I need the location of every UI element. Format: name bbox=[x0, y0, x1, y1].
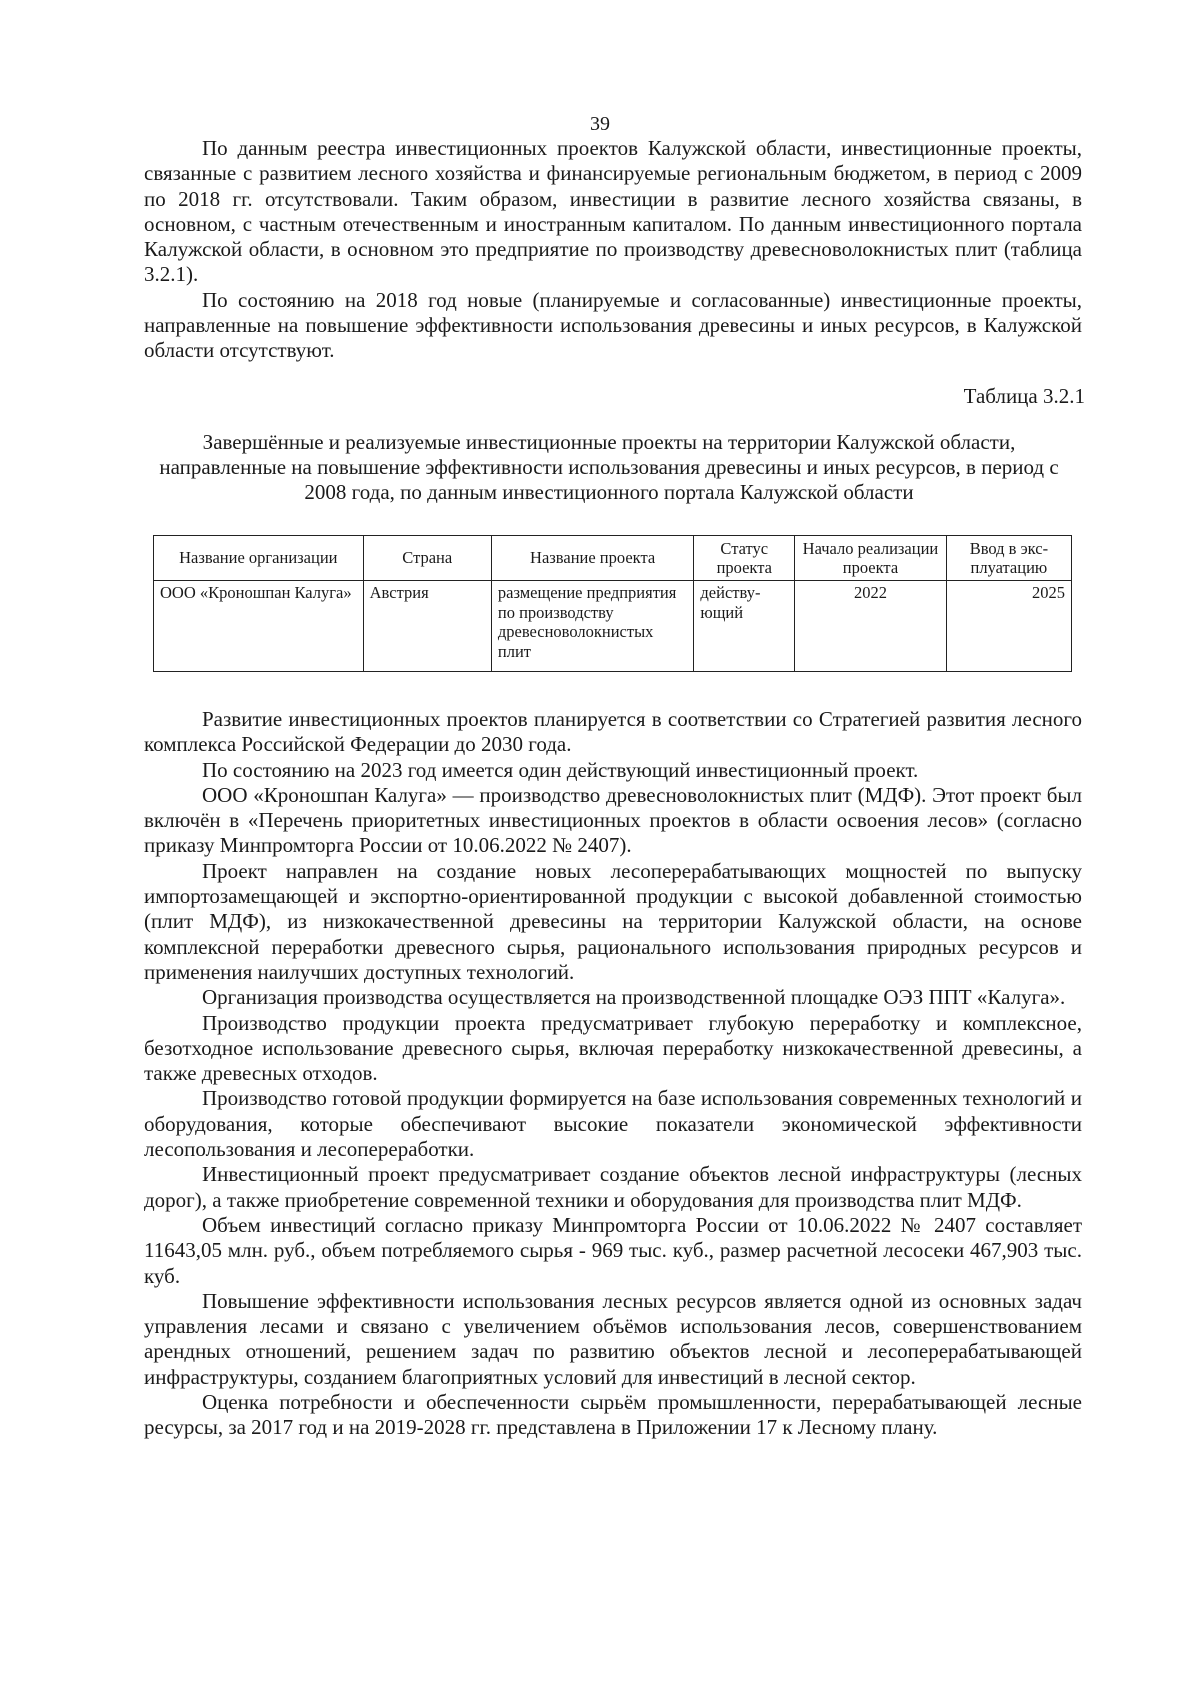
paragraph: ООО «Кроношпан Калуга» — производство древесноволокнистых плит (МДФ). Этот проект был включён в «Перечень приоритетных инвестиционных проектов в области освоения лесов» (согласно приказу Минпромторга России от 10.06.2022 № 2407). bbox=[144, 782, 1082, 858]
cell-project: размещение предприятия по производству древесноволокнистых плит bbox=[491, 581, 694, 672]
paragraph: Организация производства осуществляется на производственной площадке ОЭЗ ППТ «Калуга». bbox=[202, 985, 1066, 1010]
paragraph: Развитие инвестиционных проектов планируется в соответствии со Стратегией развития лесного комплекса Российской Федерации до 2030 года. bbox=[144, 707, 1082, 757]
table-label: Таблица 3.2.1 bbox=[963, 384, 1085, 408]
cell-organization: ООО «Кроношпан Калуга» bbox=[154, 581, 364, 672]
paragraph: Инвестиционный проект предусматривает создание объектов лесной инфраструктуры (лесных дорог), а также приобретение современной техники и оборудования для производства плит МДФ. bbox=[144, 1162, 1082, 1212]
body-text bbox=[144, 707, 1082, 1441]
header-status: Статус проекта bbox=[694, 536, 795, 581]
header-start: Начало реализации проекта bbox=[795, 536, 947, 581]
paragraph: По состоянию на 2023 год имеется один действующий инвестиционный проект. bbox=[202, 757, 919, 782]
paragraph: По данным реестра инвестиционных проектов Калужской области, инвестиционные проекты, связанные с развитием лесного хозяйства и финансируемые региональным бюджетом, в период с 2009 по 2018 гг. отсутствовали. Таким образом, инвестиции в развитие лесного хозяйства связаны, в основном, с частным отечественным и иностранным капиталом. По данным инвестиционного портала Калужской области, в основном это предприятие по производству древесноволокнистых плит (таблица 3.2.1). bbox=[144, 136, 1082, 287]
header-commissioning: Ввод в эксплуатацию bbox=[946, 536, 1071, 581]
paragraph: Производство продукции проекта предусматривает глубокую переработку и комплексное, безотходное использование древесного сырья, включая переработку низкокачественной древесины, а также древесных отходов. bbox=[144, 1010, 1082, 1086]
cell-commissioning: 2025 bbox=[946, 581, 1071, 672]
intro-text bbox=[144, 136, 1082, 364]
paragraph: Повышение эффективности использования лесных ресурсов является одной из основных задач управления лесами и связано с увеличением объёмов использования лесов, совершенствованием арендных отношений, решением задач по развитию объектов лесной и лесоперерабатывающей инфраструктуры, созданием благоприятных условий для инвестиций в лесной сектор. bbox=[144, 1288, 1082, 1389]
cell-country: Австрия bbox=[363, 581, 491, 672]
header-organization: Название организации bbox=[154, 536, 364, 581]
paragraph: Объем инвестиций согласно приказу Минпромторга России от 10.06.2022 № 2407 составляет 11643,05 млн. руб., объем потребляемого сырья - 969 тыс. куб., размер расчетной лесосеки 467,903 тыс. куб. bbox=[144, 1212, 1082, 1288]
paragraph: Проект направлен на создание новых лесоперерабатывающих мощностей по выпуску импортозамещающей и экспортно-ориентированной продукции с высокой добавленной стоимостью (плит МДФ), из низкокачественной древесины на территории Калужской области, на основе комплексной переработки древесного сырья, рационального использования природных ресурсов и применения наилучших доступных технологий. bbox=[144, 858, 1082, 984]
table-caption: Завершённые и реализуемые инвестиционные проекты на территории Калужской области, направленные на повышение эффективности использования древесины и иных ресурсов, в период с 2008 года, по данным инвестиционного портала Калужской области bbox=[159, 430, 1059, 504]
cell-start: 2022 bbox=[795, 581, 947, 672]
paragraph: По состоянию на 2018 год новые (планируемые и согласованные) инвестиционные проекты, направленные на повышение эффективности использования древесины и иных ресурсов, в Калужской области отсутствуют. bbox=[144, 287, 1082, 363]
table-row bbox=[154, 581, 1072, 672]
investment-projects-table bbox=[153, 535, 1072, 672]
page-number: 39 bbox=[590, 113, 610, 135]
header-project: Название проекта bbox=[491, 536, 694, 581]
paragraph: Оценка потребности и обеспеченности сырьём промышленности, перерабатывающей лесные ресурсы, за 2017 год и на 2019-2028 гг. представлена в Приложении 17 к Лесному плану. bbox=[144, 1390, 1082, 1440]
table-header-row bbox=[154, 536, 1072, 581]
header-country: Страна bbox=[363, 536, 491, 581]
cell-status: действующий bbox=[694, 581, 795, 672]
paragraph: Производство готовой продукции формируется на базе использования современных технологий и оборудования, которые обеспечивают высокие показатели экономической эффективности лесопользования и лесопереработки. bbox=[144, 1086, 1082, 1162]
